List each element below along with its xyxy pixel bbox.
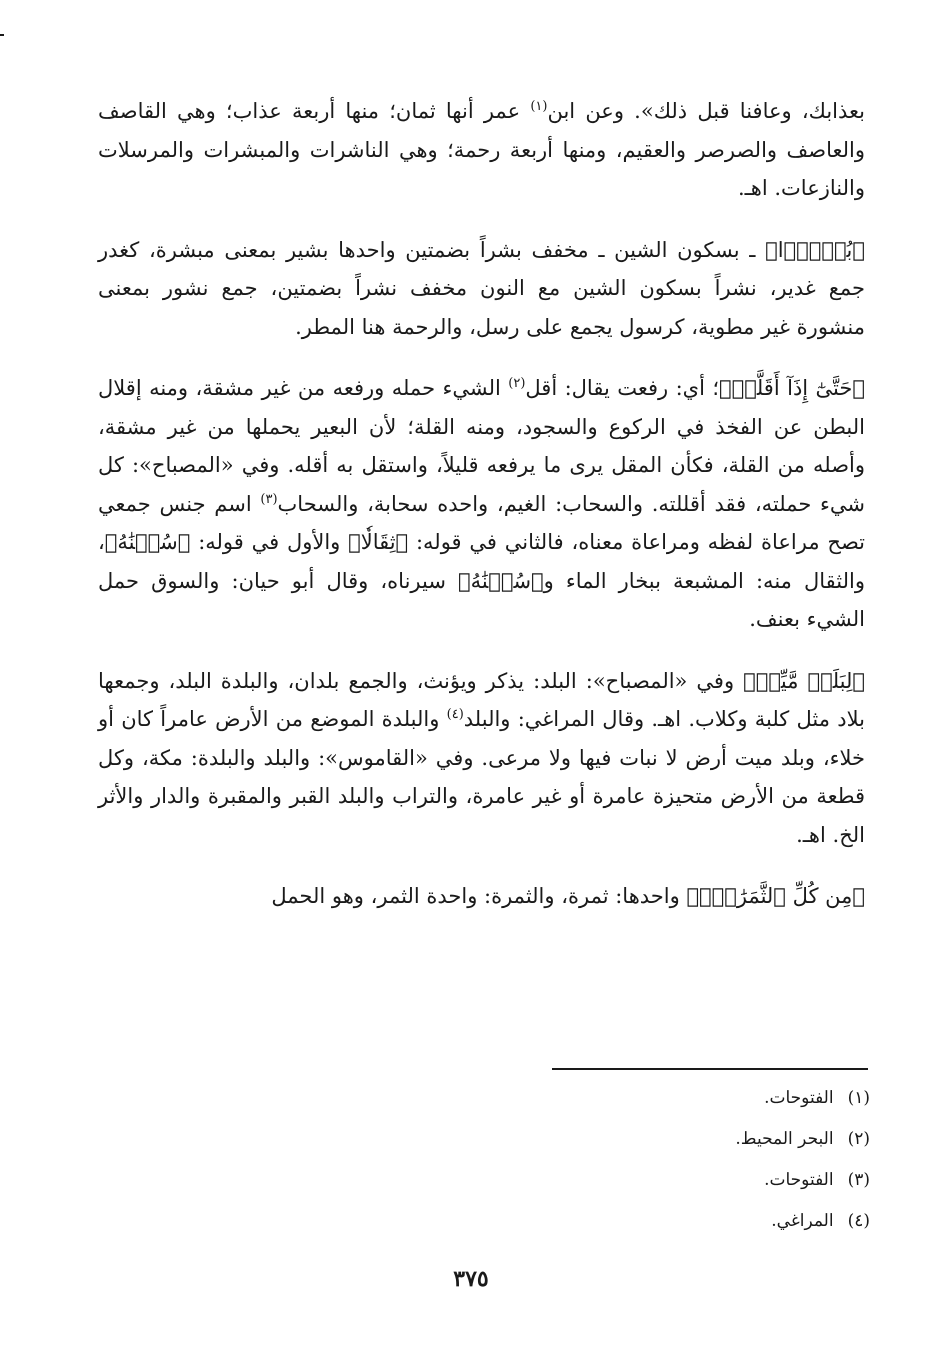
footnote-reference: (٢) [508, 376, 526, 391]
paragraph [98, 92, 865, 208]
footnote-text: الفتوحات. [764, 1170, 834, 1190]
paragraph [98, 662, 865, 855]
quran-quote: ﴿لِبَلَدٖ مَّيِّتٖ﴾ [743, 668, 865, 693]
footnote-number: (٤) [847, 1211, 870, 1231]
quran-quote: ﴿بُشۡرًۢا﴾ [765, 237, 865, 262]
footnote [470, 1119, 870, 1160]
scan-mark [0, 34, 4, 36]
text-run: وفي «المصباح»: البلد: يذكر ويؤنث، والجمع بلدان، والبلدة البلد، وجمعها بلاد مثل كلبة وكلاب. اهـ. وقال المراغي: والبلد [98, 668, 865, 731]
paragraph [98, 369, 865, 639]
text-run: والبلدة الموضع من الأرض عامراً كان أو خلاء، وبلد ميت أرض لا نبات فيها ولا مرعى. وفي «القاموس»: والبلد والبلدة: مكة، وكل قطعة من الأرض متحيزة عامرة أو غير عامرة، والتراب والبلد القبر والمقبرة والدار والأثر الخ. اهـ. [98, 707, 865, 847]
quran-quote: ﴿مِن كُلِّ ٱلثَّمَرَٰتِۚ﴾ [686, 884, 865, 908]
text-run: ـ بسكون الشين ـ مخفف بشراً بضمتين واحدها بشير بمعنى مبشرة، كغدر جمع غدير، نشراً بسكون الشين مع النون مخفف نشراً بضمتين، جمع نشور بمعنى منشورة غير مطوية، كرسول يجمع على رسل، والرحمة هنا المطر. [98, 237, 865, 339]
footnote [470, 1078, 870, 1119]
text-run: والأول في قوله: [190, 530, 349, 554]
footnote-text: البحر المحيط. [735, 1129, 834, 1149]
text-run: ، والثقال منه: المشبعة ببخار الماء و [98, 530, 865, 593]
footnote-number: (١) [847, 1088, 870, 1108]
footnote-reference: (١) [530, 99, 548, 114]
text-run: بعذابك، وعافنا قبل ذلك». وعن ابن [547, 99, 865, 123]
quran-quote: ﴿ثِقَالٗا﴾ [348, 530, 409, 554]
paragraph [98, 231, 865, 347]
footnote-text: المراغي. [771, 1211, 834, 1231]
footnote-number: (٣) [847, 1170, 870, 1190]
footnote [470, 1201, 870, 1242]
footnote-reference: (٣) [260, 491, 278, 507]
text-run: واحدها: ثمرة، والثمرة: واحدة الثمر، وهو الحمل [271, 884, 687, 908]
footnote-separator [552, 1068, 868, 1070]
quran-quote: ﴿حَتَّىٰٓ إِذَآ أَقَلَّتۡ﴾ [719, 376, 865, 400]
quran-quote: ﴿سُقۡنَٰهُ﴾ [458, 568, 544, 593]
paragraph [98, 877, 865, 916]
text-run: ؛ أي: رفعت يقال: أقل [525, 376, 720, 400]
main-text [98, 92, 865, 916]
footnote-text: الفتوحات. [764, 1088, 834, 1108]
footnote [470, 1160, 870, 1201]
footnotes [470, 1078, 870, 1242]
page-number: ٣٧٥ [453, 1266, 489, 1292]
quran-quote: ﴿سُقۡنَٰهُ﴾ [104, 530, 191, 554]
text-run: اسم جنس جمعي تصح مراعاة لفظه ومراعاة معناه، فالثاني في قوله: [98, 491, 865, 554]
text-run: عمر أنها ثمان؛ منها أربعة عذاب؛ وهي القاصف والعاصف والصرصر والعقيم، ومنها أربعة رحمة؛ وهي الناشرات والمبشرات والمرسلات والنازعات. اهـ. [98, 99, 865, 200]
text-run: سيرناه، وقال أبو حيان: والسوق حمل الشيء بعنف. [98, 568, 865, 631]
footnote-number: (٢) [847, 1129, 870, 1149]
text-run: الشيء حمله ورفعه من غير مشقة، ومنه إقلال البطن عن الفخذ في الركوع والسجود، ومنه القلة؛ لأن البعير يحملها من غير مشقة، وأصله من القلة، فكأن المقل يرى ما يرفعه قليلاً، واستقل به أقله. وفي «المصباح»: كل شيء حملته، فقد أقللته. والسحاب: الغيم، واحده سحابة، والسحاب [98, 376, 865, 516]
footnote-reference: (٤) [446, 707, 464, 722]
